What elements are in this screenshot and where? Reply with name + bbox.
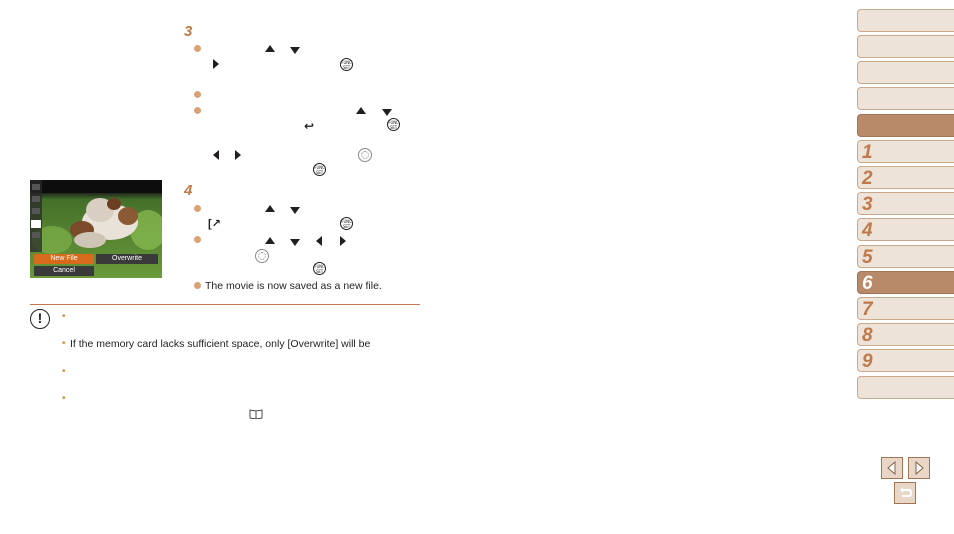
sidebar-chapter-7[interactable]: 7	[857, 297, 954, 320]
func-set-button-icon: FUNC SET	[388, 120, 399, 130]
sidebar-tab-index[interactable]	[857, 376, 954, 399]
chevron-right-icon	[909, 458, 929, 478]
up-arrow-icon	[356, 107, 366, 114]
down-arrow-icon	[290, 239, 300, 246]
new-file-option: New File	[34, 254, 94, 264]
sidebar-tab-blank-2[interactable]	[857, 35, 954, 58]
camera-screen-image	[30, 180, 162, 278]
right-arrow-icon	[213, 59, 219, 69]
next-page-button[interactable]	[908, 457, 930, 479]
note-bullet: •	[62, 366, 66, 377]
func-set-button-icon: FUNC SET	[341, 60, 352, 70]
bullet	[194, 205, 201, 212]
func-set-button-icon: FUNC SET	[314, 165, 325, 175]
return-icon	[895, 483, 915, 503]
control-dial-icon	[358, 148, 372, 162]
bullet	[194, 236, 201, 243]
bullet	[194, 282, 201, 289]
sidebar-tab-blank-1[interactable]	[857, 9, 954, 32]
note-bullet: •	[62, 311, 66, 322]
right-arrow-icon	[340, 236, 346, 246]
down-arrow-icon	[382, 109, 392, 116]
left-arrow-icon	[213, 150, 219, 160]
step-4-result-text: The movie is now saved as a new file.	[205, 280, 382, 292]
sidebar-chapter-6[interactable]: 6	[857, 271, 954, 294]
previous-page-button[interactable]	[881, 457, 903, 479]
section-divider	[30, 304, 420, 305]
func-set-button-icon: FUNC SET	[341, 219, 352, 229]
sidebar-tab-blank-4[interactable]	[857, 87, 954, 110]
step-3-number: 3	[184, 23, 193, 40]
down-arrow-icon	[290, 47, 300, 54]
sidebar-chapter-2[interactable]: 2	[857, 166, 954, 189]
up-arrow-icon	[265, 237, 275, 244]
step-4-number: 4	[184, 182, 193, 199]
overwrite-option: Overwrite	[96, 254, 158, 264]
bullet	[194, 91, 201, 98]
sidebar-chapter-3[interactable]: 3	[857, 192, 954, 215]
sidebar-tab-blank-3[interactable]	[857, 61, 954, 84]
new-file-icon: [↗	[208, 218, 221, 230]
bullet	[194, 107, 201, 114]
sidebar-chapter-9[interactable]: 9	[857, 349, 954, 372]
right-arrow-icon	[235, 150, 241, 160]
control-dial-icon	[255, 249, 269, 263]
cancel-option: Cancel	[34, 266, 94, 276]
note-bullet: •	[62, 393, 66, 404]
note-bullet: •	[62, 338, 66, 349]
func-set-button-icon: FUNC SET	[314, 264, 325, 274]
caution-icon: !	[30, 309, 50, 329]
note-memory-card: If the memory card lacks sufficient space, only [Overwrite] will be	[70, 338, 371, 350]
down-arrow-icon	[290, 207, 300, 214]
book-icon	[249, 406, 263, 416]
chevron-left-icon	[882, 458, 902, 478]
sidebar-chapter-1[interactable]: 1	[857, 140, 954, 163]
bullet	[194, 45, 201, 52]
sidebar-tab-blank-active[interactable]	[857, 114, 954, 137]
left-arrow-icon	[316, 236, 322, 246]
return-icon: ↩	[304, 119, 315, 133]
sidebar-chapter-8[interactable]: 8	[857, 323, 954, 346]
sidebar-chapter-4[interactable]: 4	[857, 218, 954, 241]
up-arrow-icon	[265, 45, 275, 52]
up-arrow-icon	[265, 205, 275, 212]
sidebar-chapter-5[interactable]: 5	[857, 245, 954, 268]
return-button[interactable]	[894, 482, 916, 504]
